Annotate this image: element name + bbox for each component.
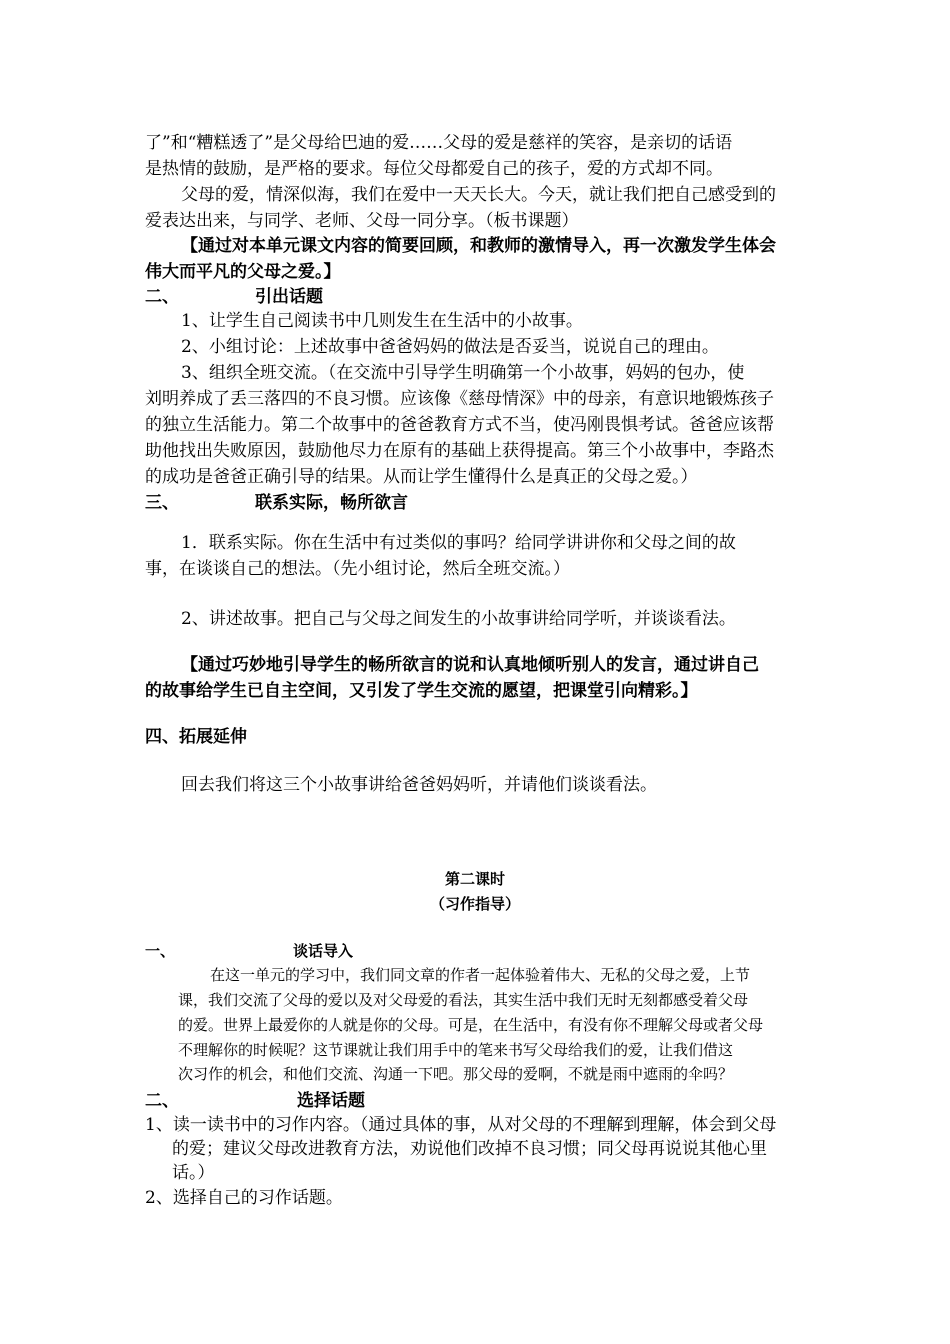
paragraph-line: 的爱；建议父母改进教育方法，劝说他们改掉不良习惯；同父母再说说其他心里	[172, 1139, 767, 1159]
paragraph-line: 课，我们交流了父母的爱以及对父母爱的看法，其实生活中我们无时无刻都感受着父母	[178, 991, 749, 1009]
section-heading: 四、拓展延伸	[145, 727, 247, 747]
heading-number: 一、	[145, 942, 176, 960]
list-item: 1、读一读书中的习作内容。（通过具体的事，从对父母的不理解到理解，体会到父母	[145, 1115, 777, 1135]
paragraph-line: 的成功是爸爸正确引导的结果。从而让学生懂得什么是真正的父母之爱。）	[145, 467, 698, 487]
section-heading	[145, 940, 353, 961]
heading-title: 谈话导入	[293, 942, 354, 960]
paragraph-line: 话。）	[172, 1163, 215, 1183]
paragraph-line: 次习作的机会，和他们交流、沟通一下吧。那父母的爱啊，不就是雨中遮雨的伞吗？	[178, 1065, 734, 1083]
heading-number: 二、	[145, 1091, 179, 1111]
paragraph-line: 回去我们将这三个小故事讲给爸爸妈妈听，并请他们谈谈看法。	[181, 775, 657, 795]
lesson-subtitle: （习作指导）	[429, 895, 520, 913]
heading-title: 引出话题	[255, 287, 323, 307]
list-item: 2、选择自己的习作话题。	[145, 1188, 343, 1208]
list-item: 2、小组讨论：上述故事中爸爸妈妈的做法是否妥当，说说自己的理由。	[181, 337, 719, 357]
list-item: 3、组织全班交流。（在交流中引导学生明确第一个小故事，妈妈的包办，使	[181, 363, 745, 383]
paragraph-line: 刘明养成了丢三落四的不良习惯。应该像《慈母情深》中的母亲，有意识地锻炼孩子	[145, 389, 774, 409]
section-heading	[145, 282, 323, 307]
section-heading	[145, 488, 408, 513]
paragraph-line: 父母的爱，情深似海，我们在爱中一天天长大。今天，就让我们把自己感受到的	[181, 185, 776, 205]
list-item: 2、讲述故事。把自己与父母之间发生的小故事讲给同学听，并谈谈看法。	[181, 609, 736, 629]
lesson-title: 第二课时	[444, 870, 505, 888]
commentary-line: 【通过对本单元课文内容的简要回顾，和教师的激情导入，再一次激发学生体会	[181, 236, 776, 256]
paragraph-line: 了”和“糟糕透了”是父母给巴迪的爱……父母的爱是慈祥的笑容，是亲切的话语	[145, 133, 733, 153]
paragraph-line: 事，在谈谈自己的想法。（先小组讨论，然后全班交流。）	[145, 559, 570, 579]
list-item: 1、让学生自己阅读书中几则发生在生活中的小故事。	[181, 311, 583, 331]
heading-number: 三、	[145, 493, 179, 513]
section-heading	[145, 1086, 365, 1111]
list-item: 1．联系实际。你在生活中有过类似的事吗？给同学讲讲你和父母之间的故	[181, 533, 736, 553]
commentary-line: 【通过巧妙地引导学生的畅所欲言的说和认真地倾听别人的发言，通过讲自己	[181, 655, 759, 675]
paragraph-line: 在这一单元的学习中，我们同文章的作者一起体验着伟大、无私的父母之爱，上节	[210, 966, 751, 984]
paragraph-line: 是热情的鼓励，是严格的要求。每位父母都爱自己的孩子，爱的方式却不同。	[145, 159, 723, 179]
heading-title: 选择话题	[297, 1091, 365, 1111]
heading-number: 二、	[145, 287, 179, 307]
paragraph-line: 爱表达出来，与同学、老师、父母一同分享。（板书课题）	[145, 211, 579, 231]
paragraph-line: 的独立生活能力。第二个故事中的爸爸教育方式不当，使冯刚畏惧考试。爸爸应该帮	[145, 415, 774, 435]
commentary-line: 的故事给学生已自主空间，又引发了学生交流的愿望，把课堂引向精彩。】	[145, 681, 698, 701]
commentary-line: 伟大而平凡的父母之爱。】	[145, 262, 341, 282]
paragraph-line: 的爱。世界上最爱你的人就是你的父母。可是，在生活中，有没有你不理解父母或者父母	[178, 1016, 764, 1034]
paragraph-line: 不理解你的时候呢？这节课就让我们用手中的笔来书写父母给我们的爱，让我们借这	[178, 1041, 734, 1059]
paragraph-line: 助他找出失败原因，鼓励他尽力在原有的基础上获得提高。第三个小故事中，李路杰	[145, 441, 774, 461]
heading-title: 联系实际，畅所欲言	[255, 493, 408, 513]
